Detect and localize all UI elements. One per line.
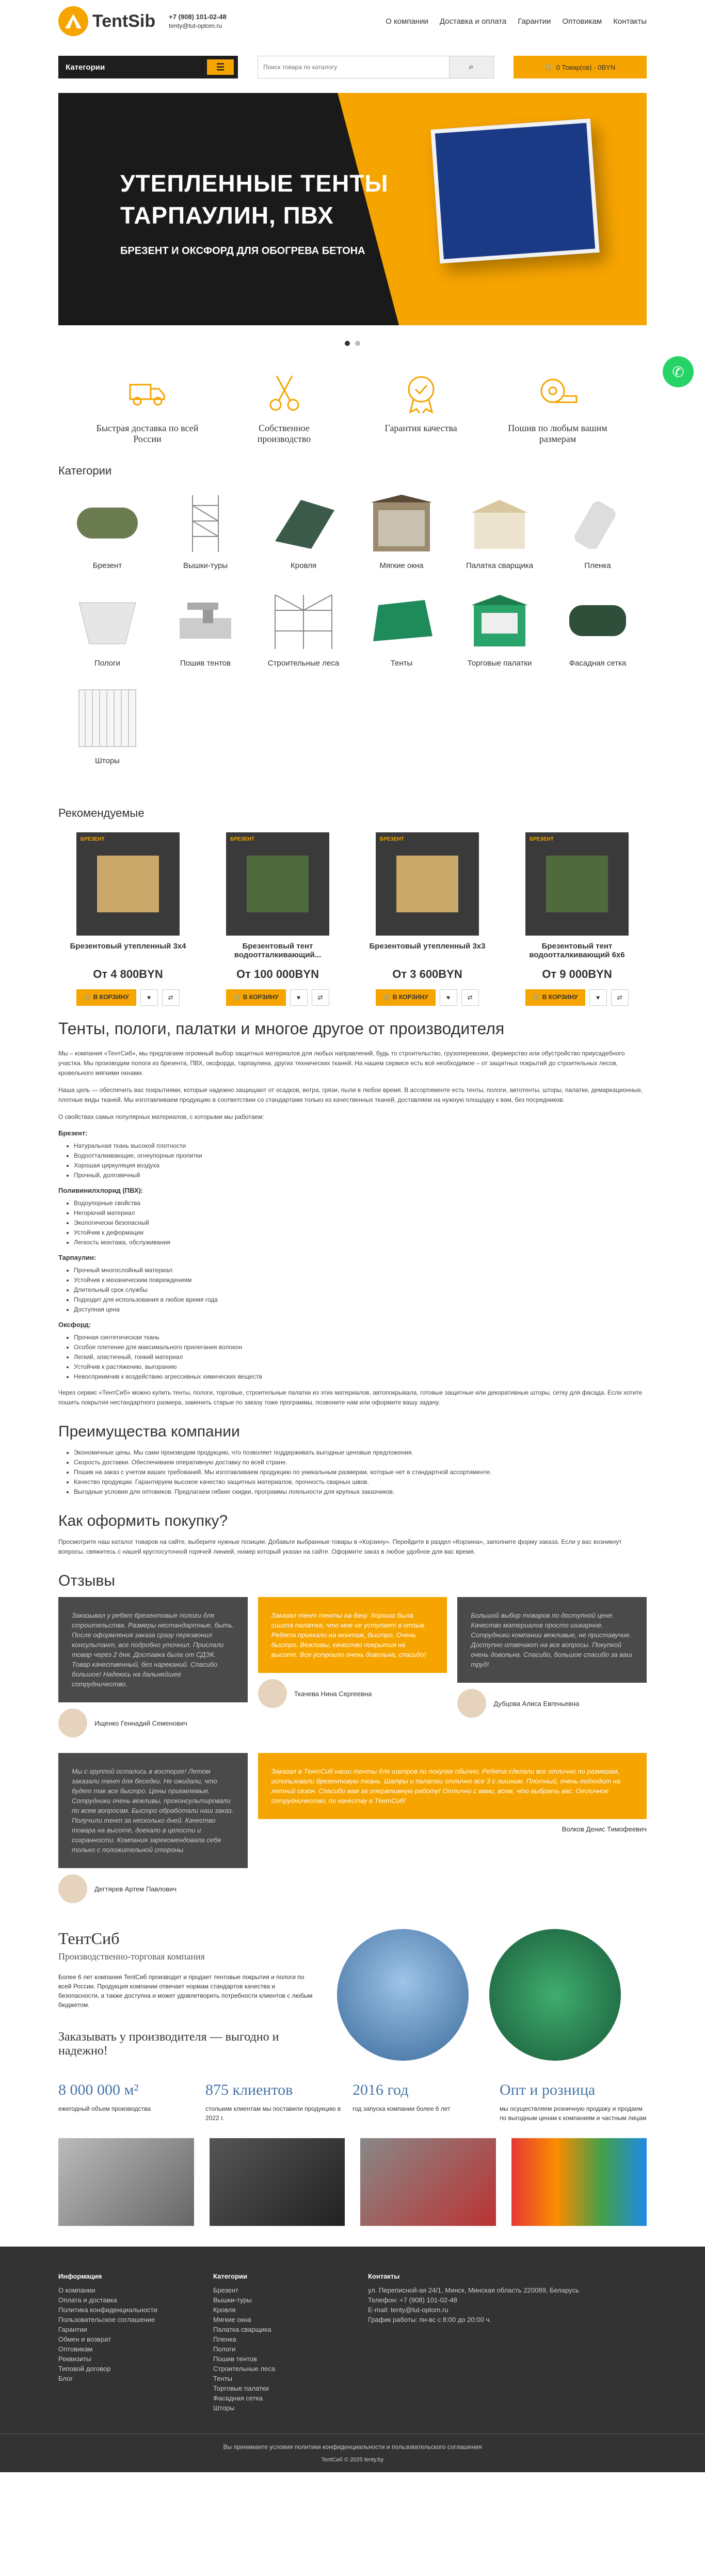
material-group [58,1254,647,1315]
category-krovlya[interactable] [254,490,352,570]
category-label: Вышки-туры [183,561,228,570]
category-tenty[interactable] [352,588,451,668]
review-author: Ткачева Нина Сергеевна [294,1689,372,1698]
advantages-title: Преимущества компании [58,1423,240,1440]
heart-icon: ♥ [147,994,151,1001]
banner-subtitle: БРЕЗЕНТ И ОКСФОРД ДЛЯ ОБОГРЕВА БЕТОНА [120,245,365,257]
compare-button[interactable] [611,989,629,1006]
howto-title: Как оформить покупку? [58,1512,228,1529]
categories-title: Категории [58,464,112,477]
footer-link[interactable]: Гарантии [58,2326,87,2333]
banner-title-line2: ТАРПАУЛИН, ПВХ [120,202,334,229]
category-label: Палатка сварщика [466,561,534,570]
about-photo-tarp [489,1929,621,2061]
add-to-cart-button[interactable] [376,989,435,1006]
category-lesa[interactable] [254,588,352,668]
material-title: Оксфорд: [58,1321,91,1329]
product-price: От 9 000BYN [542,968,612,981]
material-item: • Устойчив к деформации [74,1228,647,1238]
header [58,0,647,42]
feature-production [233,364,336,445]
category-label: Торговые палатки [467,659,532,668]
stat-item [352,2081,500,2123]
category-torgovye-palatki[interactable] [451,588,549,668]
review-text: Заказал тент тенты на дачу. Хорошо была сшита палатка, что мне не уступает в отзыв. Ребята приехали на монтаж, быстро. Очень быстро. Вежливы, качество покрытия на высоте. Все устроило очень довольна, спасибо! [258,1597,447,1673]
features [58,358,647,445]
footer-link[interactable]: Пленка [213,2335,236,2343]
about-photo-tent [337,1929,469,2061]
logo-tent-icon [58,6,88,36]
avatar [58,1874,87,1903]
favorite-button[interactable] [290,989,308,1006]
product-price: От 4 800BYN [93,968,163,981]
add-to-cart-button[interactable] [76,989,136,1006]
logo[interactable] [58,6,227,36]
advantage-item: • Пошив на заказ с учетом ваших требований. Мы изготавливаем продукцию по уникальным размерам, которые нет в стандартной ассортименте. [74,1467,647,1477]
header-phone[interactable]: +7 (908) 101-02-48 [169,12,227,21]
footer-categories [213,2272,368,2413]
product-card[interactable] [358,832,497,1006]
footer-categories-title: Категории [213,2272,248,2280]
stat-label: стольким клиентам мы поставили продукцию в 2022 г. [205,2105,341,2122]
material-item: • Экологически безопасный [74,1218,647,1228]
hero-banner[interactable] [58,93,647,325]
quality-badge-icon [370,364,473,423]
footer-info-title: Информация [58,2272,102,2280]
advantage-item: • Скорость доставки. Обеспечиваем оперативную доставку по всей стране. [74,1458,647,1467]
howto-text: Просмотрите наш каталог товаров на сайте, выберите нужные позиции. Добавьте выбранные товары в «Корзину». Перейдите в раздел «Корзина», заполните форму заказа. Если у вас возникнут вопросы, свяжитесь с нашей круглосуточной горячей линией, номер который указан на сайте. Оформите заказ в любое удобное для вас время. [58,1538,622,1555]
feature-sizes [506,364,610,445]
catalog-label: Категории [66,62,105,72]
footer-hours: График работы: пн-вс с 8:00 до 20:00 ч. [368,2316,491,2324]
review-author: Волков Денис Тимофеевич [562,1825,647,1833]
product-card[interactable] [507,832,647,1006]
material-title: Поливинилхлорид (ПВХ): [58,1187,143,1194]
material-item: • Длительный срок службы [74,1285,647,1295]
cart-label: 0 Товар(ов) - 0BYN [556,63,616,71]
about-slogan: Заказывать у производителя — выгодно и надежно! [58,2030,279,2058]
footer-link[interactable]: Политика конфиденциальности [58,2306,157,2314]
category-fasadnaya-setka[interactable] [549,588,647,668]
footer-link[interactable]: Типовой договор [58,2365,111,2373]
review-text: Мы с группой остались в восторге! Летом заказали тент для беседки. Не ожидали, что будет так все быстро. Цены приемлемые. Сотрудники очень вежливы, проконсультировали по всем вопросам. Быстро обработали наш заказ. Получили тент за несколько дней. Качество товара на высоте, доехало в целости и сохранности. Компания зарекомендовала себя только с положительной стороны. [58,1753,248,1868]
footer-link[interactable]: Пологи [213,2345,236,2353]
footer-link[interactable]: Реквизиты [58,2355,91,2363]
truck-icon [96,364,199,423]
material-item: • Натуральная ткань высокой плотности [74,1141,647,1151]
compare-button[interactable] [461,989,479,1006]
review-text: Заказал в ТентСиб наши тенты для шатров по покупке обычно. Ребята сделали все отлично по размерам, использовали брезентовую ткань. Шатры и палатки отлично все 3 с лишним. Плотный, очень подходит на летний сезон. Спасибо вам за оперативную работу! Отлично с вами, всем, что выбрать вас. Отличное сотрудничество, по качеству в ТентСиб! [258,1753,647,1819]
category-label: Пленка [584,561,611,570]
compare-icon: ⇄ [317,994,323,1001]
nav-guarantee[interactable]: Гарантии [518,17,551,26]
avatar [258,1679,287,1708]
review-card [58,1597,248,1737]
footer-phone[interactable]: Телефон: +7 (908) 101-02-48 [368,2296,457,2304]
review-text: Заказывал у ребят брезентовые пологи для строительства. Размеры нестандартные, быть. После оформления заказа сразу перезвонил консультант, все подробно уточнил. Прислали товар через 2 дня. Доставка была от СДЭК. Товар качественный, без нареканий. Спасибо большое! Надеюсь на дальнейшее сотрудничество. [58,1597,248,1702]
nav-wholesale[interactable]: Оптовикам [562,17,602,26]
product-badge: БРЕЗЕНТ [81,836,105,842]
product-name[interactable]: Брезентовый утепленный 3х3 [369,942,486,951]
footer-link[interactable]: Кровля [213,2306,236,2314]
cart-icon: 🛒 [233,993,243,1001]
product-price: От 100 000BYN [236,968,319,981]
favorite-button[interactable] [589,989,607,1006]
category-label: Строительные леса [267,659,340,668]
stat-label: мы осуществляем розничную продажу и продаем по выгодным ценам к компаниям и частным лицам [500,2105,647,2122]
material-item: • Устойчив к механическим повреждениям [74,1275,647,1285]
material-item: • Невосприимчив к воздействию агрессивных химических веществ [74,1372,647,1382]
footer-link[interactable]: Тенты [213,2375,232,2382]
review-card [258,1597,447,1737]
about-subtitle: Производственно-торговая компания [58,1951,205,1962]
product-image [76,832,180,936]
nav-about[interactable]: О компании [386,17,428,26]
seo-paragraph: О свойствах самых популярных материалов, с которыми мы работаем: [58,1113,264,1120]
review-text: Большой выбор товаров по доступной цене. Качество материалов просто шикарное. Сотрудники компании вежливые, не приставучие. Доступно отвечают на все вопросы. Покупкой очень довольна. Спасибо, большое спасибо за ваш труд! [457,1597,647,1683]
add-to-cart-label: В КОРЗИНУ [392,993,428,1001]
heart-icon: ♥ [446,994,451,1001]
seo-paragraph: Через сервис «ТентСиб» можно купить тенты, пологи, торговые, строительные палатки из этих материалов, автопокрывала, готовые защитные или декоративные шторы, сетку для фасада. Если хотите пошить покрытия нестандартного размера, заменить старые по заказу тоже программы, позвоните нам или оформите вашу задачу. [58,1389,643,1406]
photo-fabrics [511,2138,647,2226]
product-name[interactable]: Брезентовый утепленный 3х4 [70,942,186,951]
nav-delivery[interactable]: Доставка и оплата [439,17,507,26]
category-plenka[interactable] [549,490,647,570]
material-item: • Хорошая циркуляция воздуха [74,1161,647,1171]
search-bar [58,56,647,78]
logo-text: TentSib [92,11,156,31]
review-author: Ищенко Геннадий Семенович [94,1719,187,1727]
about-section [58,1929,647,2061]
product-image [376,832,479,936]
stat-item [58,2081,205,2123]
stat-number: Опт и розница [500,2081,596,2098]
footer-email[interactable]: E-mail: tenty@tut-optom.ru [368,2306,448,2314]
seo-paragraph: Мы – компания «ТентСиб», мы предлагаем огромный выбор защитных материалов для любых направлений, будь то строительство, грузоперевозки, фермерство или обустройство приусадебного участка. Мы производим пологи из брезента, ПВХ, оксфорда, тарпаулина, других технических тканей. На нашем сервисе есть всё необходимое – от защитных покрытий до строительных лесов, кровельного мягкими окнами. [58,1050,625,1077]
footer-contacts-title: Контакты [368,2272,400,2280]
compare-icon: ⇄ [168,994,173,1001]
product-badge: БРЕЗЕНТ [230,836,254,842]
add-to-cart-button[interactable] [525,989,585,1006]
banner-tarp-image [430,119,599,264]
material-item: • Легкий, эластичный, тонкий материал [74,1352,647,1362]
catalog-button[interactable] [58,56,238,78]
reviews-title: Отзывы [58,1572,115,1589]
footer-agreement[interactable]: Вы принимаете условия политики конфиденциальности и пользовательского соглашения [0,2433,705,2457]
add-to-cart-button[interactable] [226,989,285,1006]
recommended-title: Рекомендуемые [58,807,145,819]
compare-button[interactable] [162,989,180,1006]
photo-reputation [360,2138,496,2226]
about-title: ТентСиб [58,1929,120,1948]
products-row [58,832,647,1006]
category-label: Пологи [94,659,120,668]
category-palatka-svarshchika[interactable] [451,490,549,570]
seo-paragraph: Наша цель — обеспечить вас покрытиями, которые надежно защищают от осадков, ветра, грязи, пыли в любое время. В ассортименте есть тенты, пологи, автотенты, шторы, палатки, демаркационные, плотные виды тканей. Мы изготавливаем продукцию в соответствии со стандартами только из качественных тканей, доставляем на нужную площадку к вам, без посредников. [58,1086,643,1103]
feature-delivery [96,364,199,445]
header-contacts [169,12,227,30]
feature-delivery-label: Быстрая доставка по всей России [96,423,199,444]
category-label: Шторы [95,756,120,765]
cart-icon: 🛒 [383,993,393,1001]
categories-grid [58,490,647,765]
compare-icon: ⇄ [467,994,473,1001]
cart-icon: 🛒 [84,993,93,1001]
compare-button[interactable] [312,989,329,1006]
footer-link[interactable]: Палатка сварщика [213,2326,271,2333]
compare-icon: ⇄ [617,994,622,1001]
category-label: Кровля [291,561,316,570]
category-label: Тенты [390,659,413,668]
category-poshiv[interactable] [156,588,254,668]
seo-text [58,1019,647,1557]
photo-team [210,2138,345,2226]
footer-link[interactable]: Фасадная сетка [213,2394,263,2402]
footer-link[interactable]: Блог [58,2375,73,2382]
product-name[interactable]: Брезентовый тент водоотталкивающий 6х6 [529,942,625,959]
material-title: Брезент: [58,1129,88,1137]
nav-contacts[interactable]: Контакты [613,17,647,26]
stat-label: год запуска компании более 6 лет [352,2105,451,2112]
advantages-list [58,1448,647,1497]
category-label: Пошив тентов [180,659,231,668]
category-brezent[interactable] [58,490,156,570]
stat-label: ежегодный объем производства [58,2105,151,2112]
slider-dot-2[interactable] [355,341,360,346]
review-card [457,1597,647,1737]
heart-icon: ♥ [596,994,600,1001]
add-to-cart-label: В КОРЗИНУ [542,993,578,1001]
advantage-item: • Экономичные цены. Мы сами производим продукцию, что позволяет поддерживать выгодные ценовые предложения. [74,1448,647,1458]
footer-contacts [368,2272,647,2413]
stat-item [500,2081,647,2123]
cart-icon: 🛒 [544,63,553,71]
feature-production-label: Собственное производство [257,423,311,444]
footer [0,2247,705,2472]
add-to-cart-label: В КОРЗИНУ [93,993,129,1001]
category-pologi[interactable] [58,588,156,668]
product-badge: БРЕЗЕНТ [380,836,404,842]
footer-link[interactable]: Пошив тентов [213,2355,257,2363]
material-item: • Легкость монтажа, обслуживания [74,1238,647,1247]
footer-link[interactable]: Брезент [213,2286,238,2294]
stat-number: 2016 год [352,2081,409,2098]
footer-info [58,2272,213,2413]
category-label: Мягкие окна [379,561,424,570]
whatsapp-icon[interactable]: ✆ [663,356,694,387]
stat-number: 8 000 000 м² [58,2081,139,2098]
product-image [226,832,329,936]
review-author: Дегтярев Артем Павлович [94,1885,177,1893]
category-shtory[interactable] [58,685,156,765]
footer-link[interactable]: Пользовательское соглашение [58,2316,155,2324]
material-item: • Негорючий материал [74,1208,647,1218]
material-item: • Доступная цена [74,1305,647,1315]
footer-link[interactable]: Оплата и доставка [58,2296,117,2304]
review-card [258,1753,647,1903]
cart-button[interactable] [514,56,647,78]
header-email[interactable]: tenty@tut-optom.ru [169,22,222,29]
advantage-item: • Качество продукции. Гарантируем высокое качество защитных материалов, прочность сварных швов. [74,1477,647,1487]
banner-title-line1: УТЕПЛЕННЫЕ ТЕНТЫ [120,170,389,197]
product-card[interactable] [208,832,347,1006]
stats-row [58,2081,647,2123]
category-okna[interactable] [352,490,451,570]
material-title: Тарпаулин: [58,1254,97,1261]
category-vyshki[interactable] [156,490,254,570]
material-group [58,1187,647,1247]
category-label: Фасадная сетка [569,659,627,668]
main-nav [386,17,647,26]
material-item: • Особое плетение для максимального прилегания волокон [74,1342,647,1352]
search-box [258,56,493,78]
tape-measure-icon [506,364,610,423]
footer-link[interactable]: Обмен и возврат [58,2335,111,2343]
product-name[interactable]: Брезентовый тент водоотталкивающий... [234,942,322,959]
about-text: Более 6 лет компания TentСиб производит и продает тентовые покрытия и пологи по всей России. Продукция компании отвечает нормам стандартов качества и безопасности, а также доступна и может удовлетворить потребности клиентов с любым бюджетом. [58,1973,313,2009]
product-badge: БРЕЗЕНТ [530,836,554,842]
favorite-button[interactable] [140,989,158,1006]
scissors-icon [233,364,336,423]
avatar [58,1709,87,1737]
material-item: • Водоупорные свойства [74,1198,647,1208]
stat-number: 875 клиентов [205,2081,293,2098]
feature-sizes-label: Пошив по любым вашим размерам [508,423,607,444]
footer-link[interactable]: Строительные леса [213,2365,275,2373]
product-image [525,832,629,936]
footer-link[interactable]: Вышки-туры [213,2296,252,2304]
search-input[interactable] [258,56,448,78]
cart-icon: 🛒 [533,993,542,1001]
product-card[interactable] [58,832,198,1006]
advantage-item: • Выгодные условия для оптовиков. Предлагаем гибкие скидки, программы лояльности для крупных заказчиков. [74,1487,647,1497]
feature-quality [370,364,473,445]
material-item: • Прочный многослойный материал [74,1266,647,1275]
footer-copyright: TentСиб © 2025 tenty.by [321,2457,384,2463]
reviews-grid [58,1597,647,1903]
search-button[interactable] [449,56,493,78]
footer-link[interactable]: Оптовикам [58,2345,93,2353]
material-item: • Подходит для использования в любое время года [74,1295,647,1305]
feature-quality-label: Гарантия качества [384,423,457,433]
search-icon: ⌕ [469,62,474,71]
footer-link[interactable]: Шторы [213,2404,235,2412]
review-author: Дубцова Алиса Евгеньевна [493,1699,580,1708]
photo-warehouse [58,2138,194,2226]
stats-photos [58,2138,647,2226]
category-label: Брезент [92,561,122,570]
heart-icon: ♥ [296,994,301,1001]
footer-link[interactable]: Мягкие окна [213,2316,251,2324]
add-to-cart-label: В КОРЗИНУ [243,993,279,1001]
material-item: • Прочная синтетическая ткань [74,1333,647,1342]
footer-address: ул. Переписной-ая 24/1, Минск, Минская область 220089, Беларусь [368,2286,579,2294]
review-card [58,1753,248,1903]
slider-dots [58,341,647,346]
footer-link[interactable]: О компании [58,2286,95,2294]
menu-icon: ☰ [207,59,234,75]
seo-title: Тенты, пологи, палатки и многое другое от производителя [58,1019,505,1038]
material-group [58,1321,647,1382]
slider-dot-1[interactable] [345,341,350,346]
avatar [457,1689,486,1718]
material-item: • Прочный, долговечный [74,1171,647,1180]
product-price: От 3 600BYN [392,968,462,981]
material-group [58,1129,647,1180]
material-item: • Устойчив к растяжению, выгоранию [74,1362,647,1372]
stat-item [205,2081,352,2123]
favorite-button[interactable] [440,989,457,1006]
material-item: • Водоотталкивающие, огнеупорные пропитки [74,1151,647,1161]
footer-link[interactable]: Торговые палатки [213,2384,269,2392]
